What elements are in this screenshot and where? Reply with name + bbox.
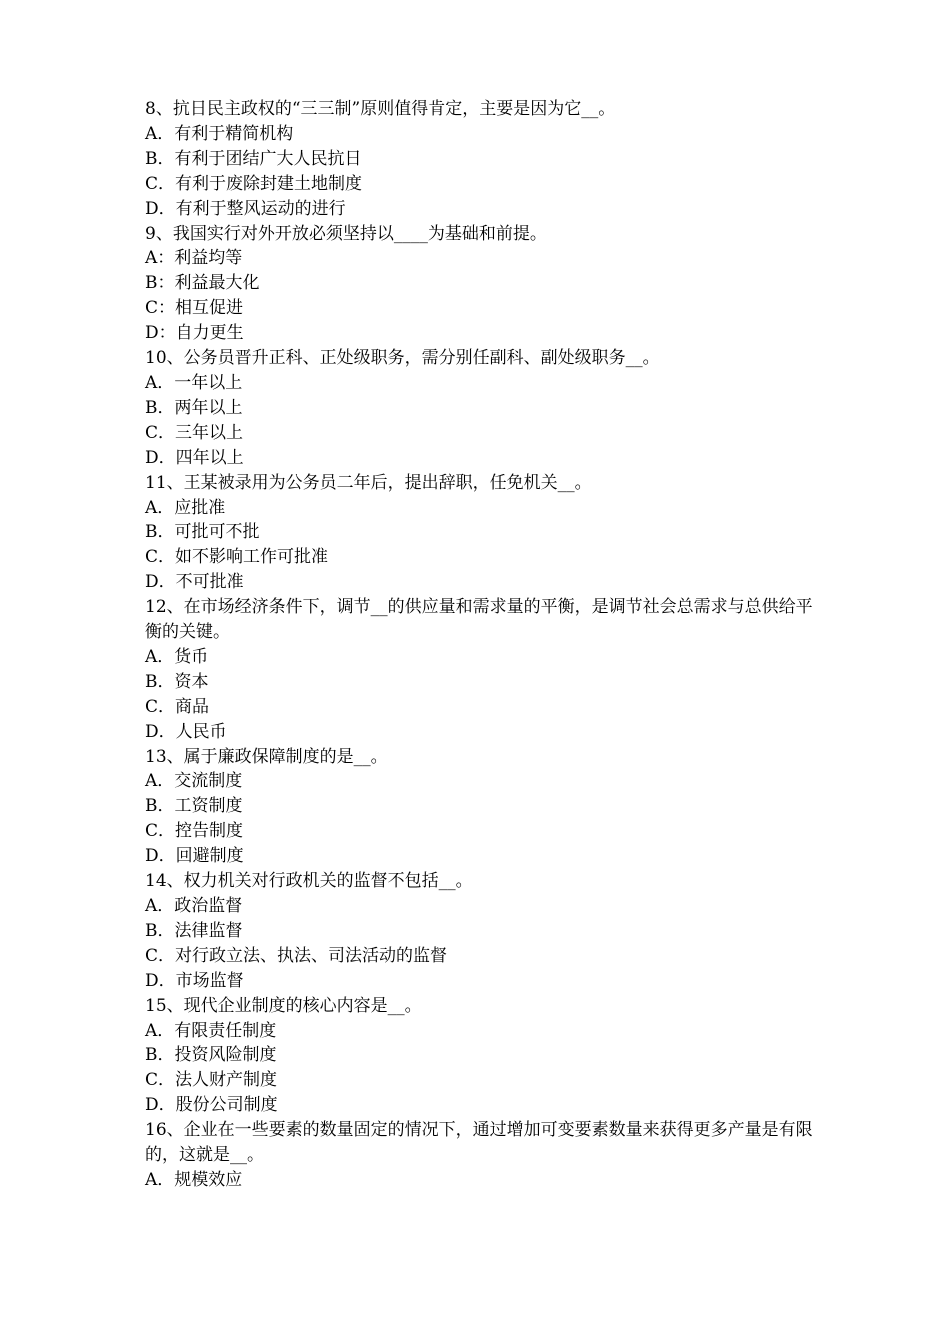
- question-text: 13、属于廉政保障制度的是__。: [145, 746, 388, 767]
- answer-option: B．两年以上: [145, 397, 243, 418]
- answer-option: C．有利于废除封建土地制度: [145, 173, 363, 194]
- question-block: [145, 595, 815, 744]
- answer-option: A．规模效应: [145, 1169, 243, 1190]
- answer-option: A：利益均等: [145, 248, 243, 269]
- question-block: [145, 994, 815, 1119]
- document-page: [145, 97, 815, 1193]
- answer-option: C．控告制度: [145, 821, 244, 842]
- answer-option: C．对行政立法、执法、司法活动的监督: [145, 945, 448, 966]
- question-text: 9、我国实行对外开放必须坚持以____为基础和前提。: [145, 223, 547, 244]
- answer-option: B．工资制度: [145, 796, 243, 817]
- answer-option: A．应批准: [145, 497, 226, 518]
- answer-option: B．可批可不批: [145, 522, 260, 543]
- answer-option: D．人民币: [145, 721, 227, 742]
- question-block: [145, 745, 815, 870]
- answer-option: A．有限责任制度: [145, 1020, 277, 1041]
- answer-option: C．法人财产制度: [145, 1070, 278, 1091]
- question-text: 14、权力机关对行政机关的监督不包括__。: [145, 871, 473, 892]
- answer-option: B．法律监督: [145, 920, 243, 941]
- question-block: [145, 1118, 815, 1193]
- answer-option: D．有利于整风运动的进行: [145, 198, 346, 219]
- question-block: [145, 346, 815, 471]
- question-block: [145, 222, 815, 347]
- answer-option: B．投资风险制度: [145, 1045, 277, 1066]
- answer-option: A．一年以上: [145, 372, 243, 393]
- question-text: 15、现代企业制度的核心内容是__。: [145, 995, 422, 1016]
- answer-option: D．市场监督: [145, 970, 244, 991]
- question-block: [145, 471, 815, 596]
- question-text: 16、企业在一些要素的数量固定的情况下，通过增加可变要素数量来获得更多产量是有限的，这就是__。: [145, 1120, 813, 1166]
- answer-option: A．有利于精简机构: [145, 123, 294, 144]
- answer-option: A．交流制度: [145, 771, 243, 792]
- question-text: 10、公务员晋升正科、正处级职务，需分别任副科、副处级职务__。: [145, 348, 660, 369]
- answer-option: D．回避制度: [145, 846, 244, 867]
- answer-option: D：自力更生: [145, 323, 244, 344]
- answer-option: C．如不影响工作可批准: [145, 547, 329, 568]
- answer-option: D．股份公司制度: [145, 1095, 278, 1116]
- question-text: 11、王某被录用为公务员二年后，提出辞职，任免机关__。: [145, 472, 592, 493]
- answer-option: B．有利于团结广大人民抗日: [145, 148, 362, 169]
- answer-option: A．货币: [145, 646, 209, 667]
- question-text: 8、抗日民主政权的“三三制”原则值得肯定，主要是因为它__。: [145, 99, 616, 119]
- answer-option: C．三年以上: [145, 422, 244, 443]
- answer-option: D．不可批准: [145, 572, 244, 593]
- answer-option: C：相互促进: [145, 298, 244, 319]
- answer-option: A．政治监督: [145, 896, 243, 916]
- question-block: [145, 869, 815, 994]
- answer-option: B．资本: [145, 671, 209, 692]
- answer-option: B：利益最大化: [145, 273, 260, 294]
- answer-option: C．商品: [145, 696, 210, 717]
- question-text: 12、在市场经济条件下，调节__的供应量和需求量的平衡，是调节社会总需求与总供给平衡的关键。: [145, 597, 813, 643]
- question-block: [145, 97, 815, 222]
- answer-option: D．四年以上: [145, 447, 244, 468]
